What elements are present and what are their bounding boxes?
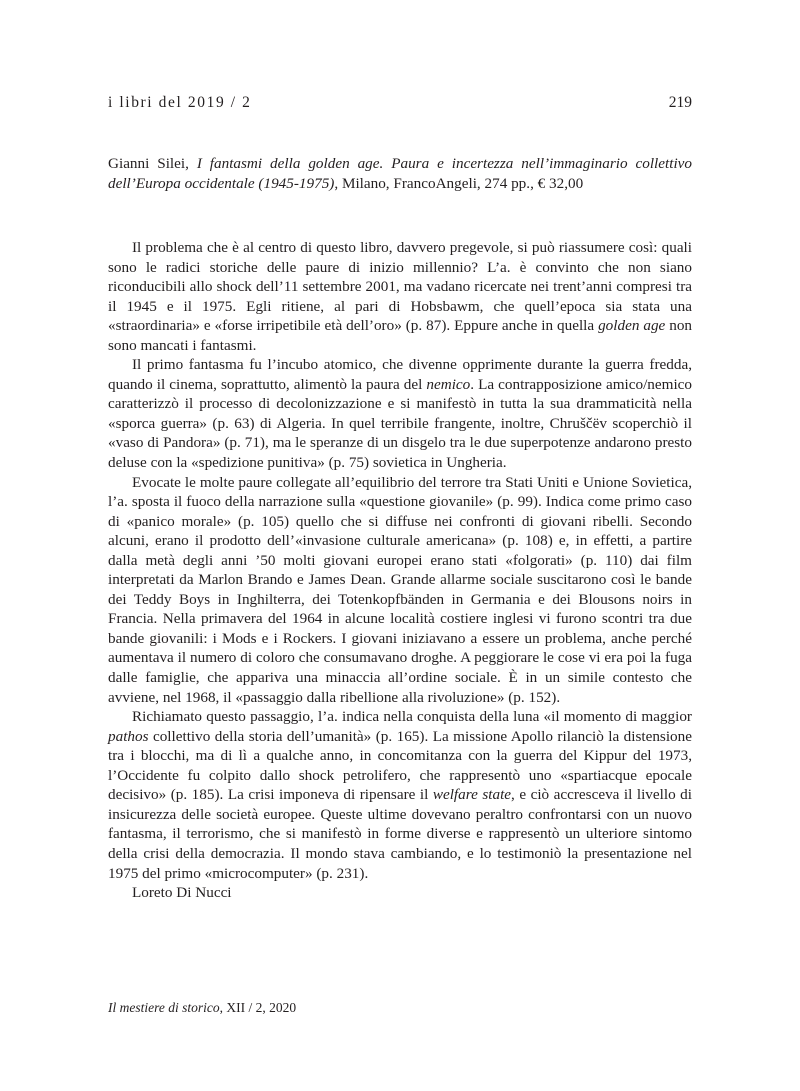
- paragraph-text: collettivo della storia dell’umanità» (p. 165). La missione Apollo rilanciò la distensione tra i blocchi, ma di lì a qualche anno, in concomitanza con la guerra del Kippur del 1973, l’Occidente fu colpito dallo shock petrolifero, che rappresentò uno «spartiacque epocale decisivo» (p. 185). La crisi imponeva di ripensare il: [108, 727, 692, 804]
- paragraph: [108, 238, 692, 355]
- paragraph-text-italic: welfare state: [432, 786, 512, 804]
- page-number: 219: [668, 94, 692, 111]
- paragraph: [108, 355, 692, 472]
- citation-title: I fantasmi della golden age. Paura e incertezza nell’immaginario collettivo dell’Europa occidentale (1945-1975): [108, 155, 692, 192]
- paragraph-text: , e ciò accresceva il livello di insicurezza delle società europee. Queste ultime dovevano peraltro confrontarsi con un nuovo fantasma, il terrorismo, che si manifestò in forme diverse e rappresentò un ulteriore sintomo della crisi della democrazia. Il mondo stava cambiando, e lo testimoniò la presentazione nel 1975 del primo «microcomputer» (p. 231).: [108, 786, 692, 882]
- paragraph-text: non sono mancati i fantasmi.: [108, 317, 693, 354]
- paragraph-text: Il primo fantasma fu l’incubo atomico, che divenne opprimente durante la guerra fredda, quando il cinema, soprattutto, alimentò la paura del: [108, 356, 692, 393]
- running-head: [108, 94, 692, 116]
- book-citation: [108, 154, 692, 194]
- paragraph-text-italic: nemico: [426, 375, 471, 393]
- paragraph: [108, 707, 692, 883]
- paragraph-text: Il problema che è al centro di questo libro, davvero pregevole, si può riassumere così: quali sono le radici storiche delle paure di inizio millennio? L’a. è convinto che non siano riconducibili allo shock dell’11 settembre 2001, ma vadano ricercate nei trent’anni compresi tra il 1945 e il 1975. Egli ritiene, al pari di Hobsbawm, che quell’epoca sia stata una «straordinaria» e «forse irripetibile età dell’oro» (p. 87). Eppure anche in quella: [108, 239, 692, 335]
- footer-journal: Il mestiere di storico: [108, 1000, 220, 1015]
- review-body: [108, 238, 692, 903]
- paragraph-text: Richiamato questo passaggio, l’a. indica nella conquista della luna «il momento di maggior: [132, 708, 692, 726]
- paragraph-text-italic: pathos: [108, 727, 149, 745]
- paragraph-text-italic: golden age: [598, 317, 666, 335]
- footer-issue: , XII / 2, 2020: [219, 1000, 297, 1015]
- running-head-title: i libri del 2019 / 2: [108, 94, 252, 111]
- citation-author: Gianni Silei,: [108, 155, 197, 172]
- reviewer-signature: Loreto Di Nucci: [132, 884, 232, 902]
- paragraph-text: Evocate le molte paure collegate all’equilibrio del terrore tra Stati Uniti e Unione Sovietica, l’a. sposta il fuoco della narrazione sulla «questione giovanile» (p. 99). Indica come primo caso di «panico morale» (p. 105) quello che si diffuse nei confronti di giovani ribelli. Secondo alcuni, erano il prodotto dell’«invasione culturale americana» (p. 108) e, in effetti, a partire dalla metà degli anni ’50 molti giovani europei erano stati «folgorati» (p. 110) dai film interpretati da Marlon Brando e James Dean. Grande allarme sociale suscitarono così le bande dei Teddy Boys in Inghilterra, dei Totenkopfbänden in Germania e dei Blousons noirs in Francia. Nella primavera del 1964 in alcune località costiere inglesi vi furono scontri tra due bande giovanili: i Mods e i Rockers. I giovani iniziavano a essere un problema, anche perché aumentava il numero di coloro che consumavano droghe. A peggiorare le cose vi era poi la fuga dalle famiglie, che appariva una minaccia all’ordine sociale. È in un simile contesto che avviene, nel 1968, il «passaggio dalla ribellione alla rivoluzione» (p. 152).: [108, 473, 692, 706]
- paragraph-text: . La contrapposizione amico/nemico caratterizzò il processo di decolonizzazione e si manifestò in tutta la sua drammaticità nella «sporca guerra» (p. 63) di Algeria. In quel terribile frangente, inoltre, Chruščëv scoperchiò il «vaso di Pandora» (p. 71), ma le speranze di un disgelo tra le due superpotenze andarono presto deluse con la «spedizione punitiva» (p. 75) sovietica in Ungheria.: [108, 375, 693, 472]
- page-footer: [108, 1000, 296, 1016]
- citation-publication: , Milano, FrancoAngeli, 274 pp., € 32,00: [334, 175, 584, 192]
- paragraph: [108, 473, 692, 708]
